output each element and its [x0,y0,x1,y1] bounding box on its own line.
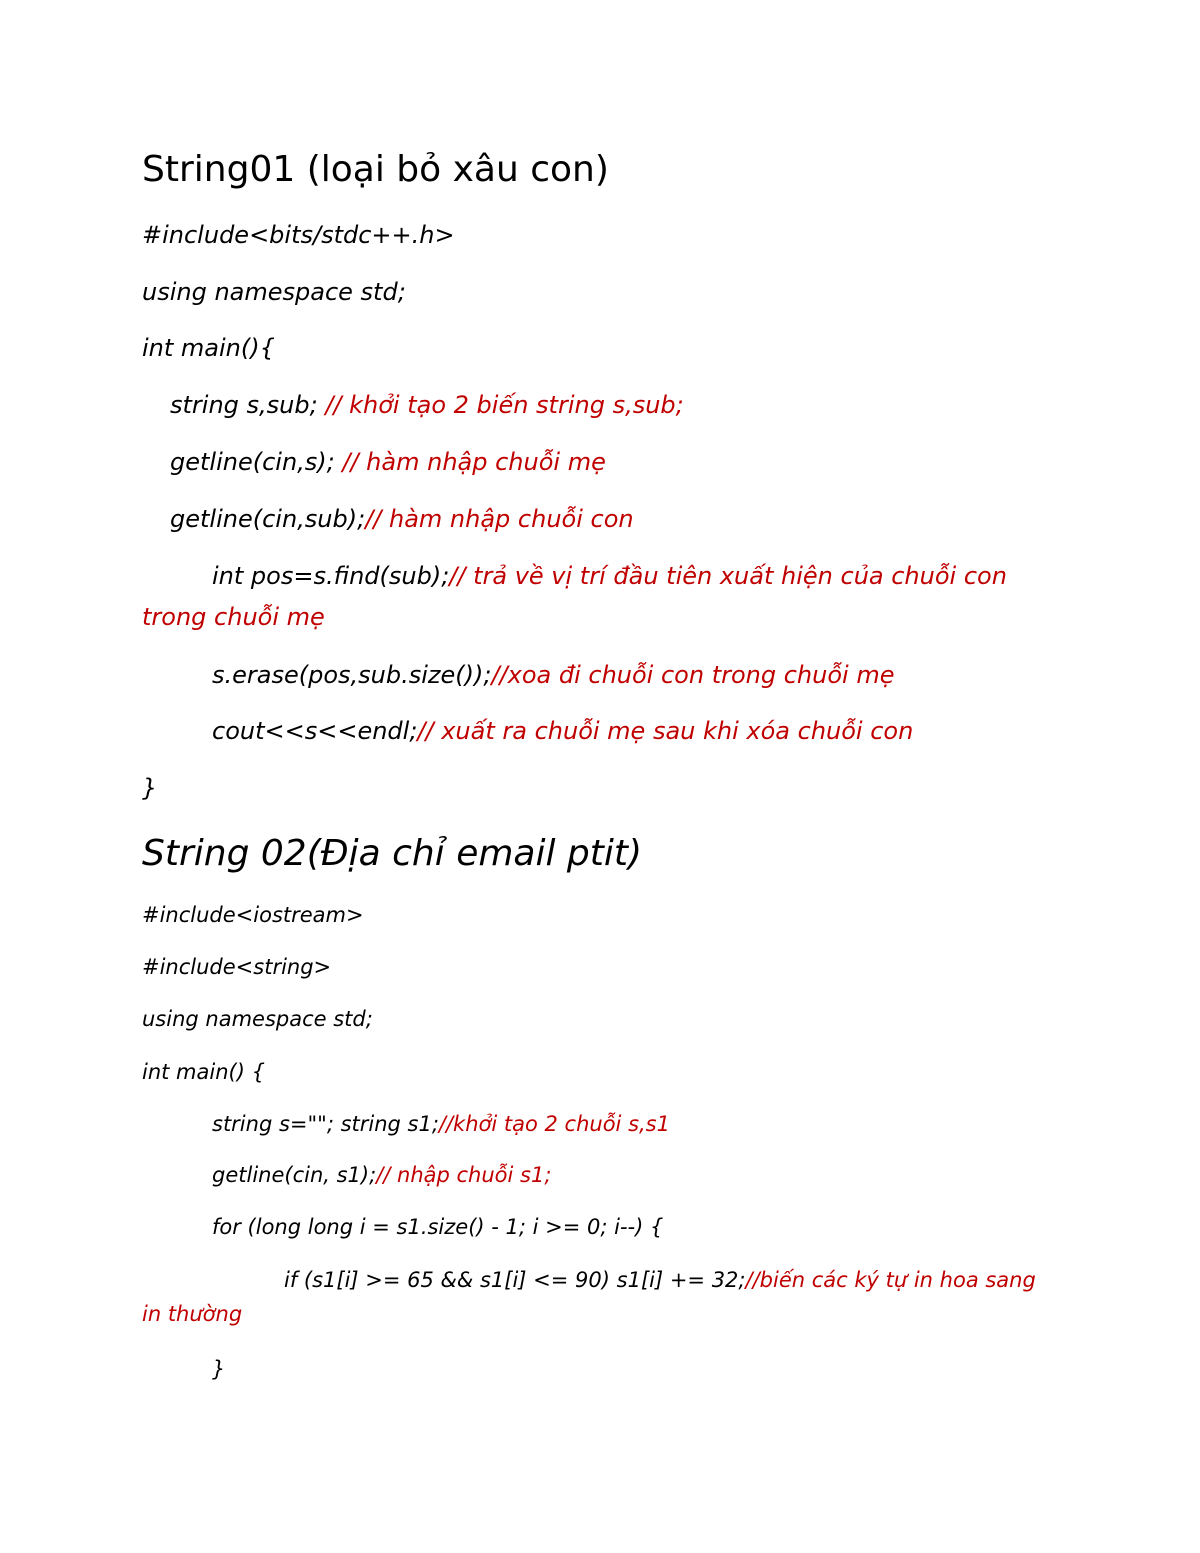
code-comment: //xoa đi chuỗi con trong chuỗi mẹ [491,661,895,689]
code-line-cout [212,716,913,746]
code-line-getline2 [170,504,634,534]
code-line-find [212,561,1007,591]
code-text: cout<<s<<endl; [212,717,418,745]
code-line-getline1 [170,447,606,477]
code-line-using: using namespace std; [142,1007,373,1031]
code-line-decl [170,390,684,420]
code-comment: // hàm nhập chuỗi mẹ [342,448,606,476]
section1-title: String01 (loại bỏ xâu con) [142,149,609,190]
code-text: int pos=s.find(sub); [212,562,450,590]
code-line-for: for (long long i = s1.size() - 1; i >= 0; i--) { [212,1215,664,1239]
code-line-main: int main(){ [142,334,275,362]
code-text: getline(cin,s); [170,448,343,476]
code-text: getline(cin, s1); [212,1163,377,1187]
code-comment: // trả về vị trí đầu tiên xuất hiện của chuỗi con [449,562,1007,590]
code-line-erase [212,660,894,690]
code-line-decl [212,1109,670,1139]
code-line-include2: #include<string> [142,955,332,979]
code-comment: // khởi tạo 2 biến string s,sub; [325,391,684,419]
code-line-if [284,1265,1036,1295]
code-text: string s=""; string s1; [212,1112,439,1136]
code-line-using: using namespace std; [142,278,406,306]
code-comment: //biến các ký tự in hoa sang [745,1268,1036,1292]
code-line-find-cont: trong chuỗi mẹ [142,603,325,631]
code-line-main: int main() { [142,1060,265,1084]
code-text: getline(cin,sub); [170,505,366,533]
code-line-close: } [212,1357,226,1381]
code-text: s.erase(pos,sub.size()); [212,661,492,689]
section2-title: String 02(Địa chỉ email ptit) [142,833,643,874]
code-line-include: #include<bits/stdc++.h> [142,221,455,249]
code-comment: // xuất ra chuỗi mẹ sau khi xóa chuỗi con [417,717,914,745]
code-line-include1: #include<iostream> [142,903,364,927]
code-line-close: } [142,774,158,802]
code-comment: // nhập chuỗi s1; [376,1163,552,1187]
code-text: string s,sub; [170,391,326,419]
code-line-if-cont: in thường [142,1302,243,1326]
code-text: if (s1[i] >= 65 && s1[i] <= 90) s1[i] += 32; [284,1268,746,1292]
code-comment: //khởi tạo 2 chuỗi s,s1 [438,1112,670,1136]
code-comment: // hàm nhập chuỗi con [365,505,634,533]
code-line-getline [212,1160,551,1190]
